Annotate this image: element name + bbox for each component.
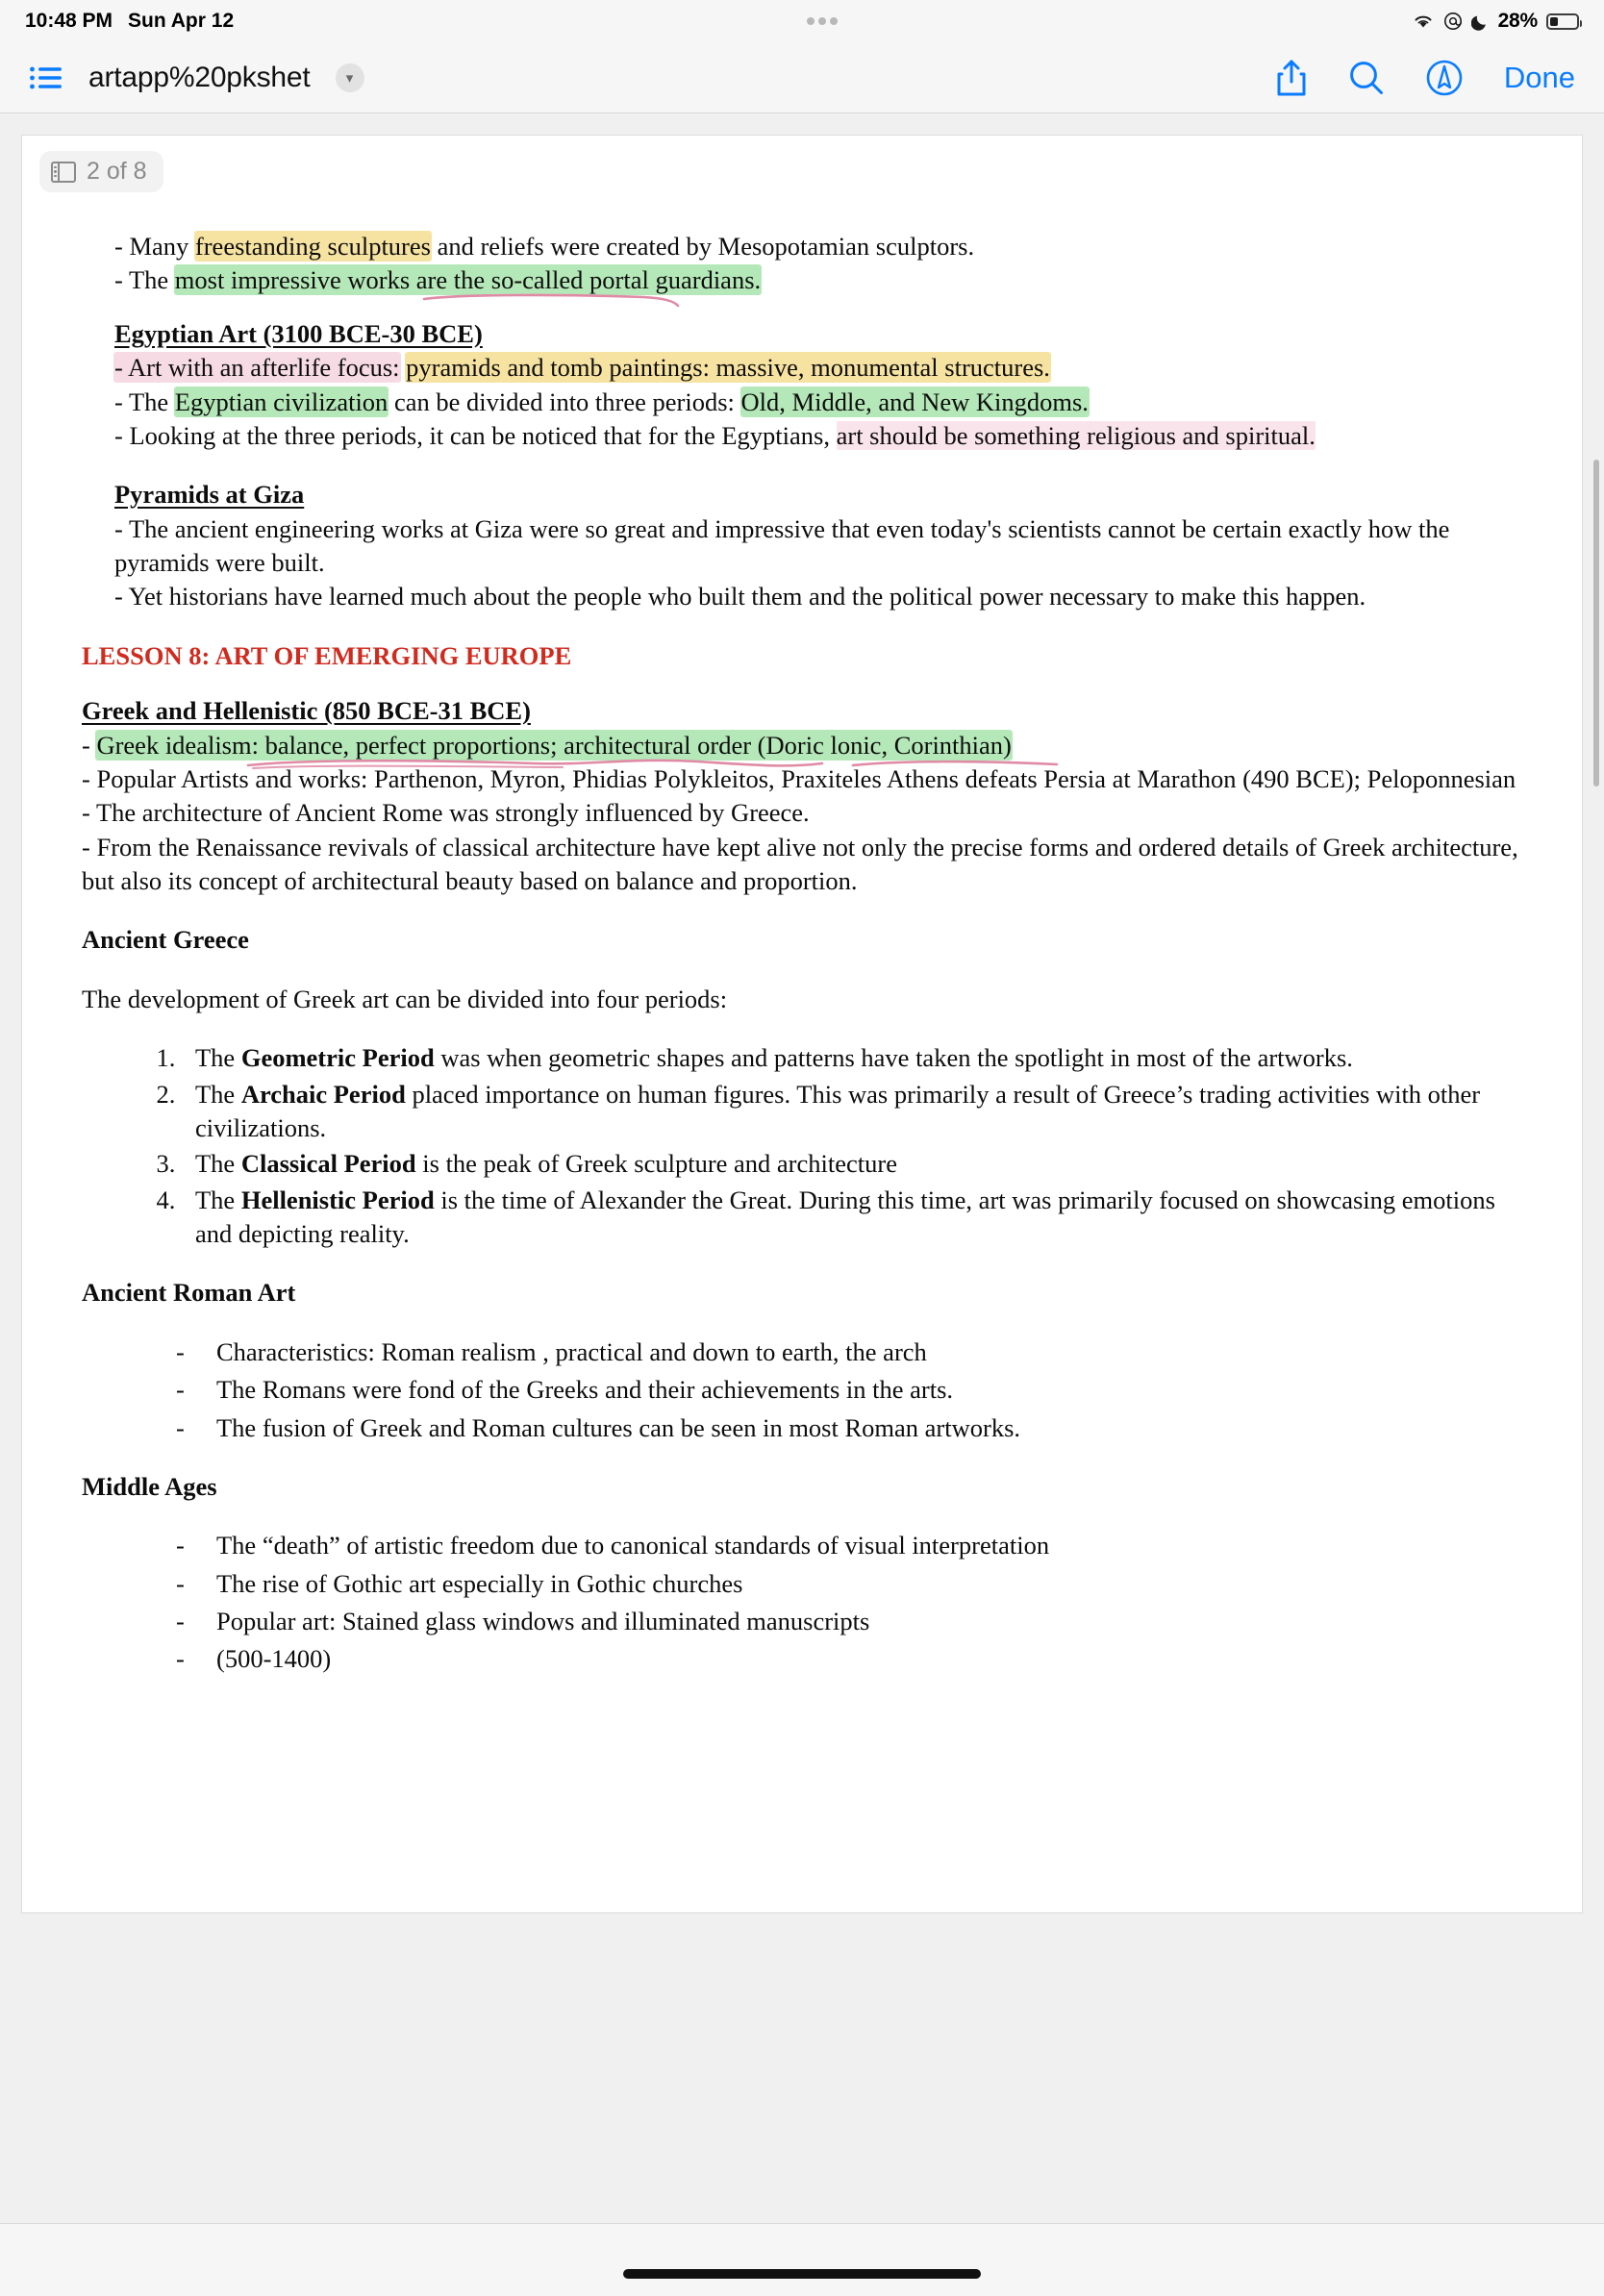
middle-ages-list [155,1529,1522,1677]
page-thumbnail-icon [51,162,76,183]
page-indicator[interactable] [39,151,163,192]
text-plain: The [195,1079,241,1109]
toolbar-right-group [1275,59,1575,97]
text-plain: - The [114,265,175,295]
text-plain: is the time of Alexander the Great. During this time, art was primarily focused on showcasing emotions and depicting reality. [195,1185,1495,1248]
term-bold: Hellenistic Period [240,1185,435,1214]
bullet-line: - The ancient engineering works at Giza were so great and impressive that even today's scientists cannot be certain exactly how the pyramids were built. [114,513,1450,577]
list-item: - The Romans were fond of the Greeks and their achievements in the arts. [155,1373,1522,1407]
highlight-green: Old, Middle, and New Kingdoms. [740,387,1089,416]
list-item: - Characteristics: Roman realism , practical and down to earth, the arch [155,1335,1522,1369]
status-bar-right [1412,10,1579,33]
status-date: Sun Apr 12 [128,10,235,32]
bullet-line [114,419,1522,453]
section-heading: Ancient Greece [82,925,249,955]
highlight-yellow: pyramids and tomb paintings: massive, monumental structures. [406,353,1050,383]
vertical-scrollbar[interactable] [1593,460,1599,786]
text-plain: The [195,1185,241,1214]
section-heading: Ancient Roman Art [82,1278,296,1308]
document-title[interactable]: artapp%20pkshet [88,61,311,93]
document-scroll-area[interactable] [0,113,1604,2295]
bullet-line [114,351,1522,385]
status-bar [0,0,1604,42]
bullet-line [114,386,1522,419]
list-item [182,1147,1522,1181]
list-item: - The rise of Gothic art especially in Gothic churches [155,1567,1522,1601]
intro-text: The development of Greek art can be divided into four periods: [82,984,728,1013]
text-plain: The [195,1149,241,1179]
term-bold: Archaic Period [240,1079,406,1109]
status-bar-left [25,10,234,33]
pdf-page [21,135,1583,1913]
highlight-pink-light: art should be something religious and spiritual. [836,420,1316,450]
dynamic-island [234,17,1411,25]
text-plain: The [195,1043,241,1073]
section-heading: Pyramids at Giza [114,480,305,510]
share-icon[interactable] [1275,59,1308,97]
list-item: - The “death” of artistic freedom due to canonical standards of visual interpretation [155,1529,1522,1562]
search-icon[interactable] [1348,60,1385,96]
markup-pencil-icon[interactable] [1425,59,1464,97]
chevron-down-icon[interactable]: ▾ [336,63,364,92]
bullet-line: - From the Renaissance revivals of classical architecture have kept alive not only the precise forms and ordered details of Greek architecture, but also its concept of architectural beauty based on balance and proportion. [82,832,1518,895]
highlight-green: Greek idealism: balance, perfect proportions; architectural order (Doric lonic, Corinthian) [96,730,1012,760]
text-plain: and reliefs were created by Mesopotamian sculptors. [430,232,975,261]
text-plain: is the peak of Greek sculpture and architecture [415,1149,897,1179]
pen-underline-annotation [422,292,682,308]
term-bold: Classical Period [240,1149,416,1179]
page-indicator-label: 2 of 8 [87,158,147,185]
text-plain: - [82,730,97,760]
status-time: 10:48 PM [25,10,113,32]
section-heading: Middle Ages [82,1471,217,1501]
term-bold: Geometric Period [240,1043,435,1073]
bottom-bar [0,2223,1604,2296]
text-plain: was when geometric shapes and patterns have taken the spotlight in most of the artworks. [434,1043,1353,1073]
battery-icon [1546,13,1579,30]
bullet-line: - The architecture of Ancient Rome was strongly influenced by Greece. [82,798,810,828]
text-plain: - Looking at the three periods, it can be noticed that for the Egyptians, [114,420,837,450]
ancient-roman-art-block [82,1276,1522,1445]
greek-periods-list [182,1041,1522,1251]
battery-percent: 28% [1497,10,1538,32]
list-item: - Popular art: Stained glass windows and illuminated manuscripts [155,1605,1522,1638]
egyptian-art-block [82,317,1522,454]
middle-ages-block [82,1470,1522,1677]
done-button[interactable]: Done [1503,60,1575,94]
text-plain: can be divided into three periods: [388,387,741,416]
moon-icon [1471,12,1490,31]
list-item [182,1078,1522,1146]
section-heading: Egyptian Art (3100 BCE-30 BCE) [114,318,483,348]
text-plain: - The [114,387,175,416]
three-dots-icon [807,17,838,25]
text-plain: - Many [114,232,195,261]
bullet-line: - Popular Artists and works: Parthenon, Myron, Phidias Polykleitos, Praxiteles Athens defeats Persia at Marathon (490 BCE); Peloponnesian [82,763,1516,793]
pyramids-at-giza-block [82,478,1522,614]
bullet-line [82,729,1522,762]
app-toolbar [0,42,1604,113]
ancient-greece-block [82,923,1522,1251]
bullet-line [114,263,1522,297]
section-heading: Greek and Hellenistic (850 BCE-31 BCE) [82,696,531,726]
bullet-line [114,230,1522,263]
mesopotamia-block [82,230,1522,298]
toolbar-left-group [29,62,364,94]
document-body [22,136,1582,1677]
text-plain: placed importance on human figures. This was primarily a result of Greece’s trading activities with other civilizations. [195,1079,1481,1142]
greek-hellenistic-block [82,694,1522,898]
highlight-yellow: freestanding sculptures [194,232,431,261]
wifi-icon [1412,12,1435,30]
highlight-pink: - Art with an afterlife focus: [114,353,400,383]
list-item [182,1184,1522,1252]
list-sidebar-icon[interactable] [29,64,63,91]
lesson-heading: LESSON 8: ART OF EMERGING EUROPE [82,640,572,670]
at-icon [1443,12,1463,31]
home-indicator[interactable] [623,2269,981,2279]
highlight-green: most impressive works are the so-called portal guardians. [174,265,762,295]
highlight-green: Egyptian civilization [174,387,388,416]
list-item [182,1041,1522,1075]
list-item: - (500-1400) [155,1642,1522,1676]
list-item: - The fusion of Greek and Roman cultures can be seen in most Roman artworks. [155,1411,1522,1445]
bullet-line: - Yet historians have learned much about the people who built them and the political power necessary to make this happen. [114,582,1366,611]
roman-art-list [155,1335,1522,1445]
